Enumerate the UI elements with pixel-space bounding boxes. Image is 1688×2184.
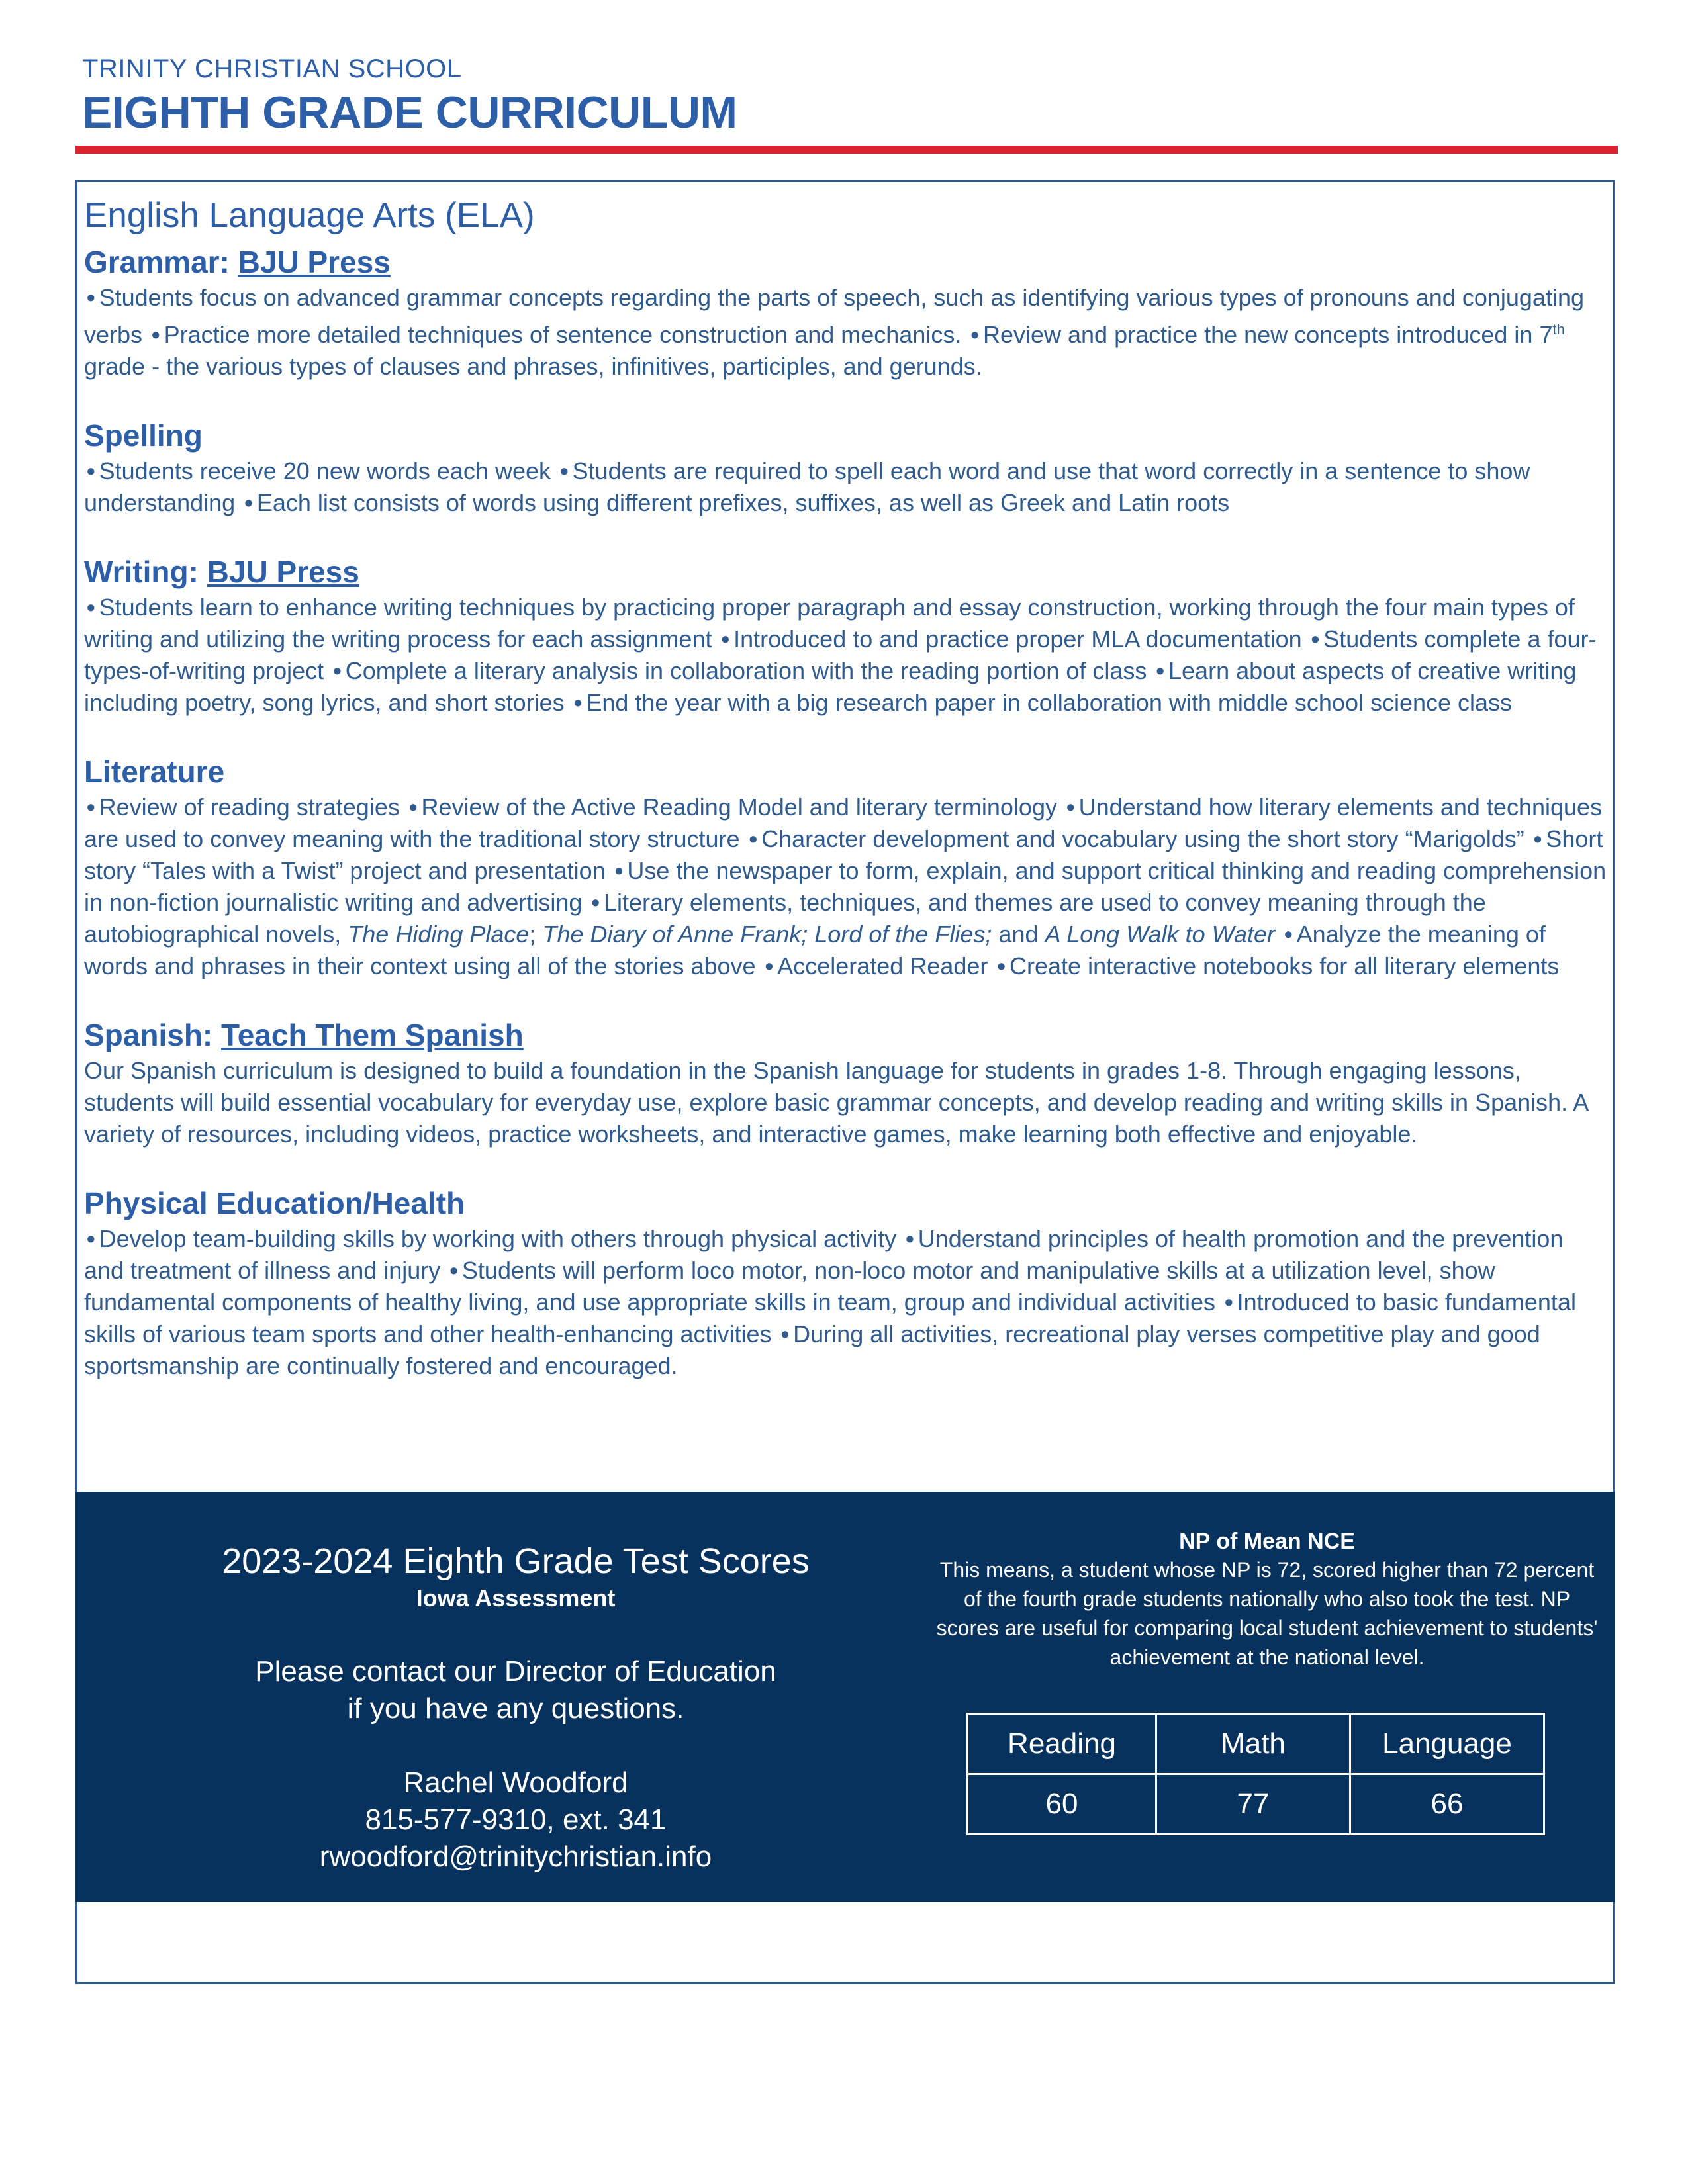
contact-line-2: if you have any questions. (347, 1692, 684, 1725)
bullet-icon: • (333, 657, 342, 684)
bullet-icon: • (591, 889, 600, 916)
contact-email[interactable]: rwoodford@trinitychristian.info (319, 1841, 712, 1873)
writing-link[interactable]: BJU Press (207, 555, 359, 589)
bullet-icon: • (970, 321, 979, 348)
scores-title: 2023-2024 Eighth Grade Test Scores (222, 1541, 810, 1581)
bullet-icon: • (560, 457, 569, 484)
bullet-icon: • (1311, 625, 1320, 653)
contact-line-1: Please contact our Director of Education (255, 1655, 776, 1688)
contact-phone: 815-577-9310, ext. 341 (365, 1803, 667, 1836)
spanish-text: Our Spanish curriculum is designed to build a foundation in the Spanish language for students in grades 1-8. Through engaging lessons, students will build essential vocabulary for everyday use, explore basic grammar concepts, and develop reading and writing skills in Spanish. A variety of resources, including videos, practice worksheets, and interactive games, make learning both effective and enjoyable. (84, 1057, 1588, 1148)
bullet-icon: • (906, 1225, 914, 1252)
bullet-icon: • (1533, 825, 1542, 852)
bullet-icon: • (573, 689, 583, 716)
bullet-icon: • (87, 794, 95, 821)
bullet-icon: • (1066, 794, 1075, 821)
scores-header-row (968, 1714, 1544, 1774)
bullet-icon: • (449, 1257, 458, 1284)
spelling-text: • Students receive 20 new words each week • Students are required to spell each word and use that word correctly in a sentence to show understanding • Each list consists of words using different prefixes, suffixes, as well as Greek and Latin roots (84, 457, 1530, 516)
bullet-icon: • (1225, 1289, 1233, 1316)
grammar-label: Grammar: (84, 245, 238, 279)
school-name: TRINITY CHRISTIAN SCHOOL (82, 54, 462, 83)
pe-text: • Develop team-building skills by working with others through physical activity • Understand principles of health promotion and the prevention and treatment of illness and injury • Students will perform loco motor, non-loco motor and manipulative skills at a utilization level, show fundamental components of healthy living, and use appropriate skills in team, group and individual activities • Introduced to basic fundamental skills of various team sports and other health-enhancing activities • During all activities, recreational play verses competitive play and good sportsmanship are continually fostered and encouraged. (84, 1225, 1576, 1379)
scores-value-row (968, 1774, 1544, 1835)
header-divider (75, 146, 1618, 154)
bullet-icon: • (721, 625, 730, 653)
literature-heading: Literature (84, 754, 225, 789)
value-language: 66 (1350, 1774, 1544, 1835)
grammar-link[interactable]: BJU Press (238, 245, 391, 279)
grammar-text: • Students focus on advanced grammar concepts regarding the parts of speech, such as identifying various types of pronouns and conjugating verbs • Practice more detailed techniques of sentence construction and mechanics. • Review and practice the new concepts introduced in 7th grade - the various types of clauses and phrases, infinitives, participles, and gerunds. (84, 284, 1584, 380)
bullet-icon: • (87, 594, 95, 621)
writing-text: • Students learn to enhance writing techniques by practicing proper paragraph and essay construction, working through the four main types of writing and utilizing the writing process for each assignment • Introduced to and practice proper MLA documentation • Students complete a four-types-of-writing project • Complete a literary analysis in collaboration with the reading portion of class • Learn about aspects of creative writing including poetry, song lyrics, and short stories • End the year with a big research paper in collaboration with middle school science class (84, 594, 1597, 716)
bullet-icon: • (87, 284, 95, 311)
bullet-icon: • (244, 489, 253, 516)
bullet-icon: • (749, 825, 758, 852)
writing-label: Writing: (84, 555, 207, 589)
header-reading: Reading (968, 1714, 1156, 1774)
scores-table (966, 1713, 1545, 1835)
page-title: EIGHTH GRADE CURRICULUM (82, 87, 737, 138)
bullet-icon: • (152, 321, 160, 348)
scores-contact (75, 1538, 956, 1876)
value-reading: 60 (968, 1774, 1156, 1835)
value-math: 77 (1156, 1774, 1350, 1835)
bullet-icon: • (408, 794, 418, 821)
bullet-icon: • (780, 1320, 790, 1347)
literature-text: • Review of reading strategies • Review of the Active Reading Model and literary terminology • Understand how literary elements and techniques are used to convey meaning with the traditional story structure • Character development and vocabulary using the short story “Marigolds” • Short story “Tales with a Twist” project and presentation • Use the newspaper to form, explain, and support critical thinking and reading comprehension in non-fiction journalistic writing and advertising • Literary elements, techniques, and themes are used to convey meaning through the autobiographical novels, The Hiding Place; The Diary of Anne Frank; Lord of the Flies; and A Long Walk to Water • Analyze the meaning of words and phrases in their context using all of the stories above • Accelerated Reader • Create interactive notebooks for all literary elements (84, 794, 1607, 979)
np-description: This means, a student whose NP is 72, scored higher than 72 percent of the fourth grade students nationally who also took the test. NP scores are useful for comparing local student achievement to students' achievement at the national level. (936, 1558, 1598, 1669)
bullet-icon: • (1284, 921, 1293, 948)
bullet-icon: • (87, 1225, 95, 1252)
test-scores-panel (75, 1492, 1615, 1902)
grammar-heading (84, 242, 1607, 282)
spanish-heading (84, 1015, 1607, 1055)
bullet-icon: • (997, 952, 1006, 979)
header-language: Language (1350, 1714, 1544, 1774)
header-math: Math (1156, 1714, 1350, 1774)
pe-heading: Physical Education/Health (84, 1186, 465, 1220)
bullet-icon: • (765, 952, 774, 979)
spanish-link[interactable]: Teach Them Spanish (221, 1018, 524, 1052)
curriculum-content (84, 192, 1607, 1382)
np-title: NP of Mean NCE (1179, 1529, 1355, 1554)
bullet-icon: • (87, 457, 95, 484)
spanish-label: Spanish: (84, 1018, 222, 1052)
ela-title: English Language Arts (ELA) (84, 196, 535, 235)
writing-heading (84, 552, 1607, 592)
page-header (82, 52, 737, 139)
spelling-heading: Spelling (84, 418, 203, 453)
bullet-icon: • (1156, 657, 1165, 684)
scores-subtitle: Iowa Assessment (416, 1584, 616, 1612)
contact-name: Rachel Woodford (403, 1766, 628, 1799)
bullet-icon: • (614, 857, 624, 884)
np-explanation (936, 1527, 1598, 1672)
